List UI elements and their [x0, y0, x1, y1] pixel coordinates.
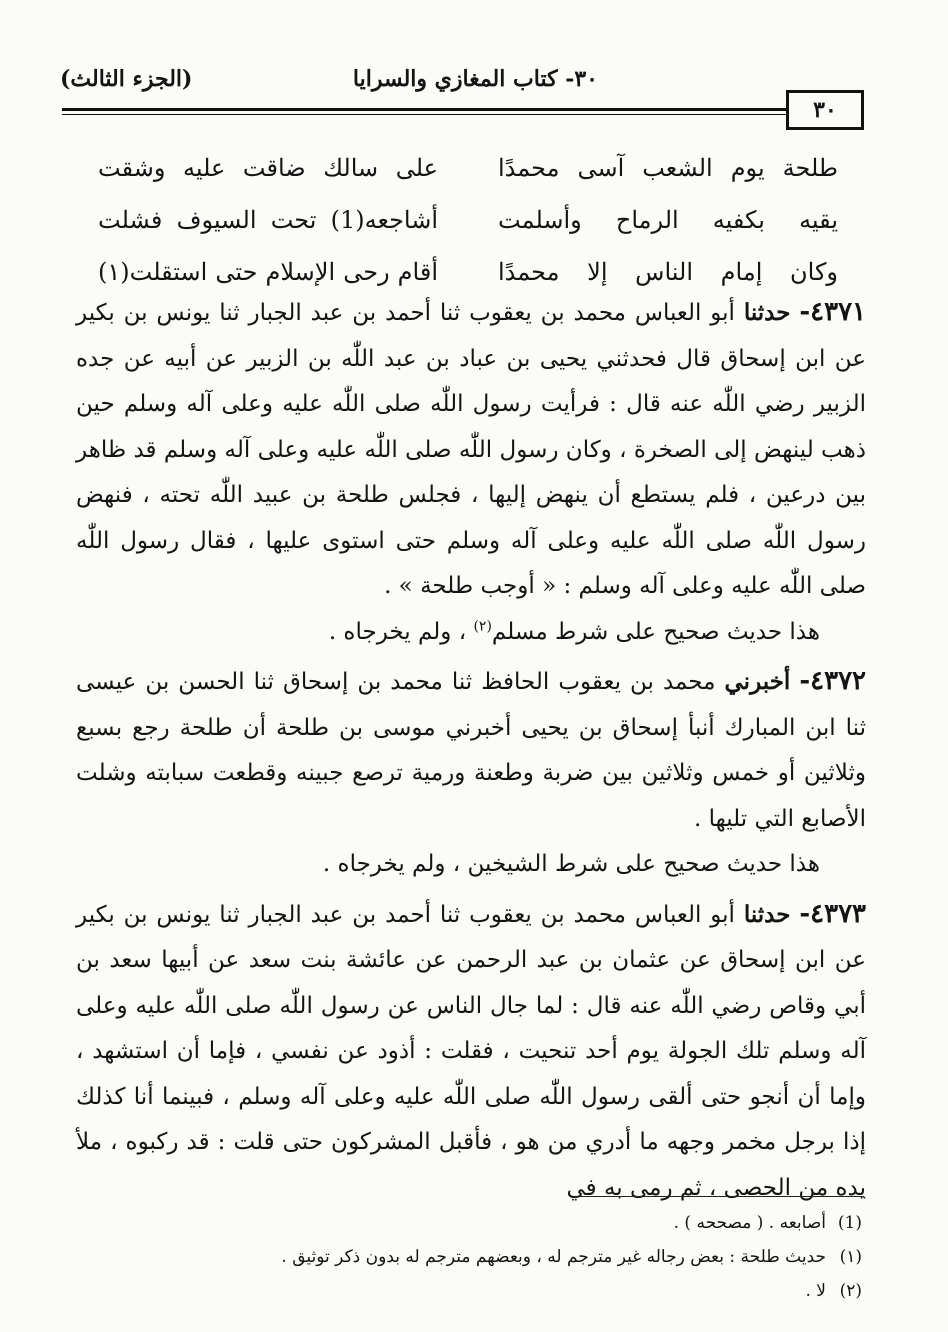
hadith-text: محمد بن يعقوب الحافظ ثنا محمد بن إسحاق ثنا الحسن بن عيسى ثنا ابن المبارك أنبأ إسحاق بن يحيى أخبرني موسى بن طلحة أن طلحة رجع بسبع وثلاثين أو خمس وثلاثين بين ضربة وطعنة ورمية ترصع جبينه وقطعت سبابته وشلت الأصابع التي تليها .: [76, 669, 866, 832]
hadith-verdict: [76, 610, 866, 656]
footnote-separator: [574, 1196, 864, 1197]
poem-verse: [98, 200, 838, 252]
main-text: [76, 290, 866, 1211]
footnotes: [82, 1206, 862, 1308]
running-header-part: (الجزء الثالث): [60, 66, 193, 92]
footnote: [82, 1240, 862, 1274]
verdict-text: هذا حديث صحيح على شرط الشيخين: [467, 851, 820, 877]
footnote-text: حديث طلحة : بعض رجاله غير مترجم له ، وبعضهم مترجم له بدون ذكر توثيق .: [281, 1247, 826, 1267]
page-number: ٣٠: [786, 90, 864, 130]
hadith-text: أبو العباس محمد بن يعقوب ثنا أحمد بن عبد الجبار ثنا يونس بن بكير عن ابن إسحاق قال فحدثني يحيى بن عباد بن عبد اللّٰه بن الزبير عن أبيه عن جده الزبير رضي اللّٰه عنه قال : فرأيت رسول اللّٰه صلى اللّٰه عليه وعلى آله وسلم حين ذهب لينهض إلى الصخرة ، وكان رسول اللّٰه صلى اللّٰه عليه وعلى آله وسلم قد ظاهر بين درعين ، فلم يستطع أن ينهض إليها ، فجلس طلحة بن عبيد اللّٰه تحته ، فنهض رسول اللّٰه صلى اللّٰه عليه وعلى آله وسلم حتى استوى عليها ، فقال رسول اللّٰه صلى اللّٰه عليه وعلى آله وسلم : « أوجب طلحة » .: [76, 300, 866, 599]
verse-second-hemistich: أشاجعه(1) تحت السيوف فشلت: [98, 206, 438, 234]
footnote-mark: (1): [837, 1213, 862, 1233]
hadith-lead-word: حدثنا: [743, 900, 791, 928]
poem-verse: [98, 148, 838, 200]
poem: [98, 148, 838, 304]
verdict-text: هذا حديث صحيح على شرط مسلم: [491, 618, 820, 645]
hadith-lead-word: حدثنا: [743, 299, 791, 326]
verdict-end: ، ولم يخرجاه .: [328, 618, 467, 645]
footnote-mark: (١): [839, 1247, 862, 1267]
hadith-entry: [76, 659, 866, 842]
hadith-number: ٤٣٧٣-: [799, 898, 866, 929]
verse-second-hemistich: أقام رحى الإسلام حتى استقلت(١): [98, 258, 438, 286]
verse-first-hemistich: طلحة يوم الشعب آسى محمدًا: [498, 154, 838, 182]
hadith-lead-word: أخبرني: [724, 668, 791, 695]
verdict-end: ، ولم يخرجاه .: [322, 851, 461, 877]
hadith-text: أبو العباس محمد بن يعقوب ثنا أحمد بن عبد الجبار ثنا يونس بن بكير عن ابن إسحاق عن عثمان بن عبد الرحمن عن عائشة بنت سعد عن أبيها سعد بن أبي وقاص رضي اللّٰه عنه قال : لما جال الناس عن رسول اللّٰه صلى اللّٰه عليه وعلى آله وسلم تلك الجولة يوم أحد تنحيت ، فقلت : أذود عن نفسي ، فإما أن استشهد ، وإما أن أنجو حتى ألقى رسول اللّٰه صلى اللّٰه عليه وعلى آله وسلم ، فبينما أنا كذلك إذا برجل مخمر وجهه ما أدري من هو ، فأقبل المشركون حتى قلت : قد ركبوه ، ملأ يده من الحصى ، ثم رمى به في: [76, 901, 866, 1201]
footnote-mark: (٢): [839, 1281, 862, 1301]
footnote-ref: (٢): [473, 617, 492, 634]
verse-second-hemistich: على سالك ضاقت عليه وشقت: [98, 154, 438, 182]
footnote: [82, 1274, 862, 1308]
hadith-verdict: [76, 842, 866, 888]
running-header-chapter: ٣٠- كتاب المغازي والسرايا: [352, 66, 598, 92]
hadith-entry: [76, 290, 866, 610]
verse-first-hemistich: يقيه بكفيه الرماح وأسلمت: [498, 206, 838, 234]
verse-first-hemistich: وكان إمام الناس إلا محمدًا: [498, 258, 838, 286]
hadith-number: ٤٣٧٢-: [799, 666, 867, 696]
hadith-entry: [76, 892, 866, 1212]
footnote-text: أصابعه . ( مصححه ) .: [673, 1213, 826, 1233]
header-rule-thin: [62, 114, 862, 115]
hadith-number: ٤٣٧١-: [799, 297, 866, 327]
footnote: [82, 1206, 862, 1240]
header-rule: [62, 108, 862, 111]
footnote-text: لا .: [805, 1281, 826, 1301]
